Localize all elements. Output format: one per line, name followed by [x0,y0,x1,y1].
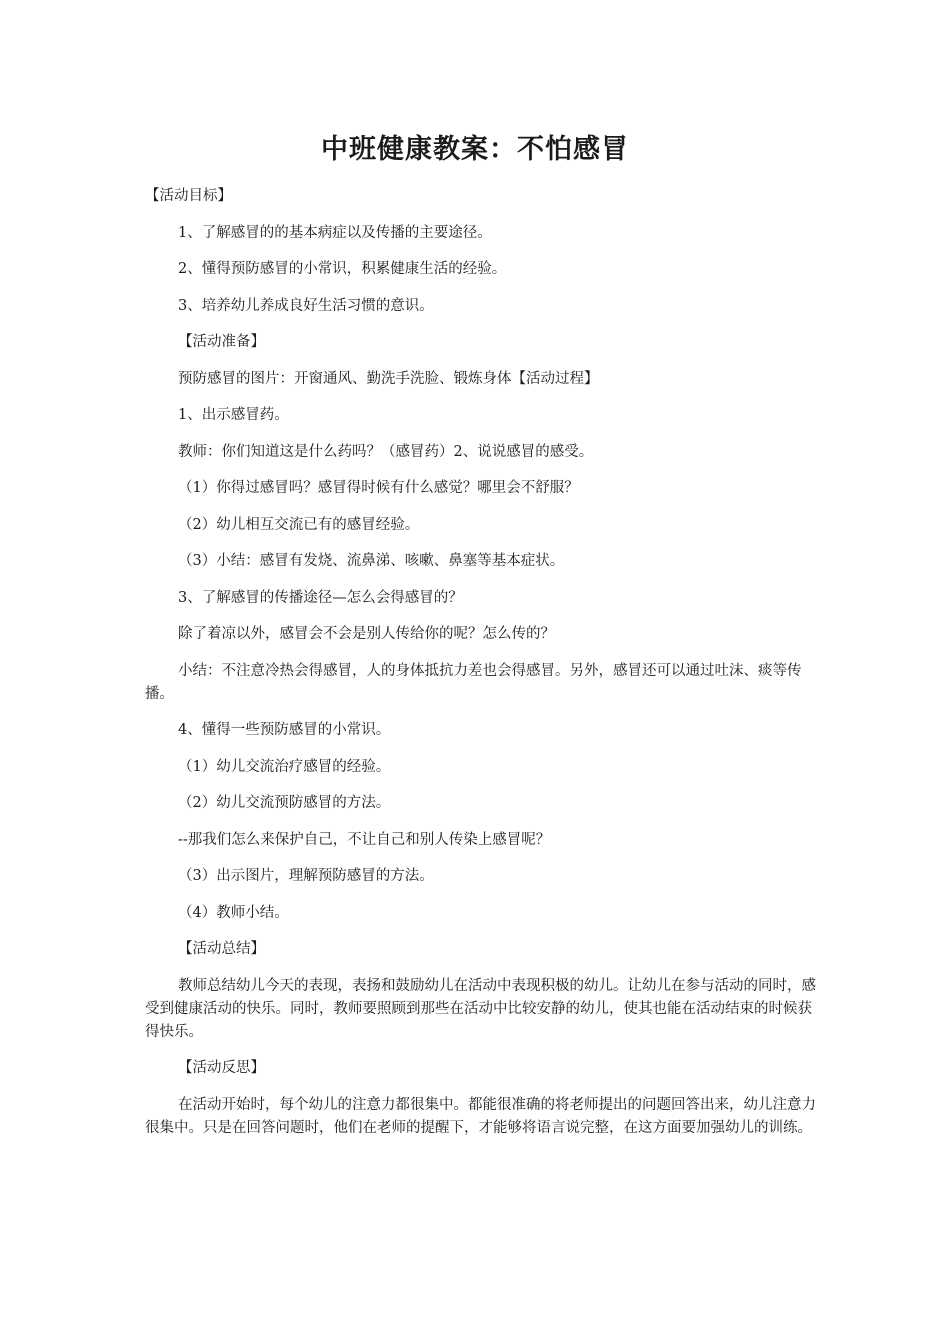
paragraph: 教师：你们知道这是什么药吗？（感冒药）2、说说感冒的感受。 [178,443,594,460]
paragraph: （1）你得过感冒吗？感冒得时候有什么感觉？哪里会不舒服？ [178,480,579,496]
section-heading-summary: 【活动总结】 [178,941,265,957]
paragraph: 1、出示感冒药。 [178,407,289,423]
paragraph: （4）教师小结。 [178,904,289,921]
document-body [145,185,825,1140]
paragraph: 在活动开始时，每个幼儿的注意力都很集中。都能很准确的将老师提出的问题回答出来，幼儿注意力很集中。只是在回答问题时，他们在老师的提醒下，才能够将语言说完整，在这方面要加强幼儿的训练。 [145,1096,816,1136]
paragraph: （3）出示图片，理解预防感冒的方法。 [178,868,434,884]
paragraph: 2、懂得预防感冒的小常识，积累健康生活的经验。 [178,261,507,277]
paragraph: 预防感冒的图片：开窗通风、勤洗手洗脸、锻炼身体【活动过程】 [178,370,599,387]
paragraph: 小结：不注意冷热会得感冒，人的身体抵抗力差也会得感冒。另外，感冒还可以通过吐沫、痰等传播。 [145,662,802,702]
paragraph: 教师总结幼儿今天的表现，表扬和鼓励幼儿在活动中表现积极的幼儿。让幼儿在参与活动的同时，感受到健康活动的快乐。同时，教师要照顾到那些在活动中比较安静的幼儿，使其也能在活动结束的时候获得快乐。 [145,977,816,1040]
paragraph: （2）幼儿相互交流已有的感冒经验。 [178,516,420,533]
document-title: 中班健康教案：不怕感冒 [321,134,629,165]
paragraph: 3、培养幼儿养成良好生活习惯的意识。 [178,297,434,314]
paragraph: 4、懂得一些预防感冒的小常识。 [178,722,391,738]
paragraph: --那我们怎么来保护自己，不让自己和别人传染上感冒呢？ [178,831,551,848]
paragraph: （2）幼儿交流预防感冒的方法。 [178,795,391,811]
paragraph: （1）幼儿交流治疗感冒的经验。 [178,758,391,775]
section-heading-goals: 【活动目标】 [145,188,232,204]
paragraph: 除了着凉以外，感冒会不会是别人传给你的呢？怎么传的？ [178,626,555,642]
paragraph: （3）小结：感冒有发烧、流鼻涕、咳嗽、鼻塞等基本症状。 [178,553,565,569]
paragraph: 3、了解感冒的传播途径—怎么会得感冒的？ [178,589,463,606]
section-heading-reflection: 【活动反思】 [178,1060,265,1076]
section-heading-preparation: 【活动准备】 [178,334,265,350]
paragraph: 1、了解感冒的的基本病症以及传播的主要途径。 [178,224,492,241]
